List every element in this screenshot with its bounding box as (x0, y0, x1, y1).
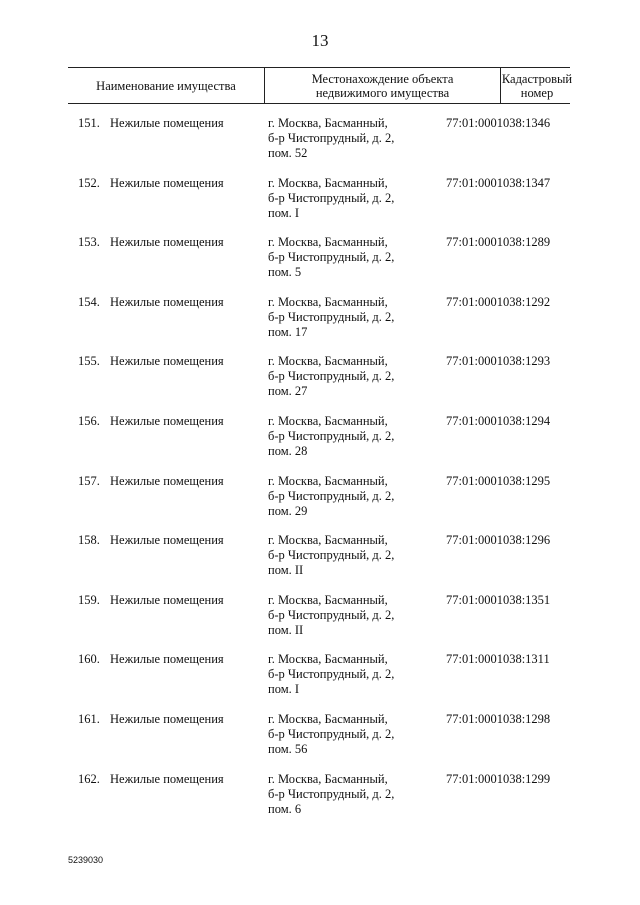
row-property-name: Нежилые помещения (110, 712, 224, 726)
row-number: 157. (78, 473, 100, 488)
row-number: 161. (78, 712, 100, 726)
row-location-line: пом. I (268, 205, 300, 220)
table-row (0, 772, 640, 832)
row-location-line: г. Москва, Басманный, (268, 473, 388, 488)
row-number: 158. (78, 533, 100, 548)
row-number: 153. (78, 235, 100, 250)
row-location-line: г. Москва, Басманный, (268, 414, 388, 428)
row-property-name: Нежилые помещения (110, 294, 224, 309)
row-cadastral-number: 77:01:0001038:1294 (446, 414, 551, 428)
row-property-name: Нежилые помещения (110, 771, 224, 786)
row-property-name: Нежилые помещения (110, 116, 224, 130)
header-cell-location (265, 68, 501, 103)
row-location-line: б-р Чистопрудный, д. 2, (268, 727, 395, 741)
row-location (268, 176, 428, 221)
row-location-line: б-р Чистопрудный, д. 2, (268, 786, 395, 801)
row-location-line: г. Москва, Басманный, (268, 235, 388, 250)
row-location-line: пом. 29 (268, 503, 308, 518)
table-row (0, 593, 640, 653)
row-location-line: б-р Чистопрудный, д. 2, (268, 250, 395, 265)
row-location (268, 295, 428, 340)
row-location-line: пом. II (268, 563, 304, 578)
row-location-line: б-р Чистопрудный, д. 2, (268, 429, 395, 443)
row-location-line: г. Москва, Басманный, (268, 294, 388, 309)
table-row (0, 176, 640, 236)
row-property-name: Нежилые помещения (110, 235, 224, 250)
table-header (68, 67, 573, 104)
row-location-line: пом. 52 (268, 146, 308, 160)
row-location (268, 474, 428, 519)
row-location-line: б-р Чистопрудный, д. 2, (268, 548, 395, 563)
table-row (0, 116, 640, 176)
row-location (268, 772, 428, 817)
row-location (268, 652, 428, 697)
row-location-line: пом. II (268, 622, 304, 637)
table-row (0, 712, 640, 772)
row-property-name: Нежилые помещения (110, 175, 224, 190)
row-location-line: пом. 27 (268, 384, 308, 399)
row-cadastral-number: 77:01:0001038:1289 (446, 235, 551, 250)
table-row (0, 474, 640, 534)
row-property-name: Нежилые помещения (110, 533, 224, 548)
row-property-name: Нежилые помещения (110, 473, 224, 488)
row-location (268, 414, 428, 459)
row-location-line: г. Москва, Басманный, (268, 116, 388, 130)
row-number: 155. (78, 354, 100, 369)
row-location-line: г. Москва, Басманный, (268, 533, 388, 548)
row-location-line: пом. 28 (268, 444, 308, 458)
row-location-line: пом. 17 (268, 324, 308, 339)
row-number: 162. (78, 771, 100, 786)
row-number: 160. (78, 652, 100, 667)
row-location (268, 593, 428, 638)
row-number: 154. (78, 294, 100, 309)
row-location-line: б-р Чистопрудный, д. 2, (268, 131, 395, 145)
row-cadastral-number: 77:01:0001038:1346 (446, 116, 551, 130)
row-location-line: г. Москва, Басманный, (268, 712, 388, 726)
row-location (268, 712, 428, 757)
row-cadastral-number: 77:01:0001038:1292 (446, 294, 551, 309)
header-location-line1: Местонахождение объекта (311, 71, 454, 86)
row-cadastral-number: 77:01:0001038:1293 (446, 354, 551, 369)
row-location-line: г. Москва, Басманный, (268, 771, 388, 786)
header-location-line2: недвижимого имущества (315, 85, 450, 100)
row-location-line: б-р Чистопрудный, д. 2, (268, 607, 395, 622)
row-location-line: б-р Чистопрудный, д. 2, (268, 190, 395, 205)
table-row (0, 235, 640, 295)
row-location-line: б-р Чистопрудный, д. 2, (268, 488, 395, 503)
row-cadastral-number: 77:01:0001038:1298 (446, 712, 551, 726)
row-cadastral-number: 77:01:0001038:1296 (446, 533, 551, 548)
header-cell-name: Наименование имущества (68, 68, 265, 103)
header-cell-cadastral: Кадастровый номер (501, 71, 573, 100)
row-cadastral-number: 77:01:0001038:1347 (446, 175, 551, 190)
row-location-line: б-р Чистопрудный, д. 2, (268, 369, 395, 384)
table-row (0, 354, 640, 414)
row-cadastral-number: 77:01:0001038:1311 (446, 652, 550, 667)
row-location (268, 533, 428, 578)
row-location-line: г. Москва, Басманный, (268, 175, 388, 190)
row-location-line: г. Москва, Басманный, (268, 354, 388, 369)
row-number: 156. (78, 414, 100, 428)
row-location-line: пом. 5 (268, 265, 302, 280)
row-location (268, 354, 428, 399)
row-property-name: Нежилые помещения (110, 354, 224, 369)
row-location-line: пом. 56 (268, 742, 308, 756)
row-location-line: г. Москва, Басманный, (268, 592, 388, 607)
table-row (0, 652, 640, 712)
row-location-line: г. Москва, Басманный, (268, 652, 388, 667)
row-property-name: Нежилые помещения (110, 652, 224, 667)
row-location-line: б-р Чистопрудный, д. 2, (268, 667, 395, 682)
row-cadastral-number: 77:01:0001038:1299 (446, 771, 551, 786)
row-location-line: б-р Чистопрудный, д. 2, (268, 309, 395, 324)
row-number: 159. (78, 592, 100, 607)
row-location-line: пом. 6 (268, 801, 302, 816)
page-number: 13 (311, 31, 329, 50)
row-number: 151. (78, 116, 100, 130)
row-location (268, 235, 428, 280)
row-property-name: Нежилые помещения (110, 414, 224, 428)
footer-code: 5239030 (68, 855, 104, 865)
row-cadastral-number: 77:01:0001038:1295 (446, 473, 551, 488)
row-property-name: Нежилые помещения (110, 592, 224, 607)
table-row (0, 295, 640, 355)
row-number: 152. (78, 175, 100, 190)
row-location (268, 116, 428, 161)
row-cadastral-number: 77:01:0001038:1351 (446, 592, 551, 607)
table-row (0, 414, 640, 474)
table-row (0, 533, 640, 593)
row-location-line: пом. I (268, 682, 300, 697)
